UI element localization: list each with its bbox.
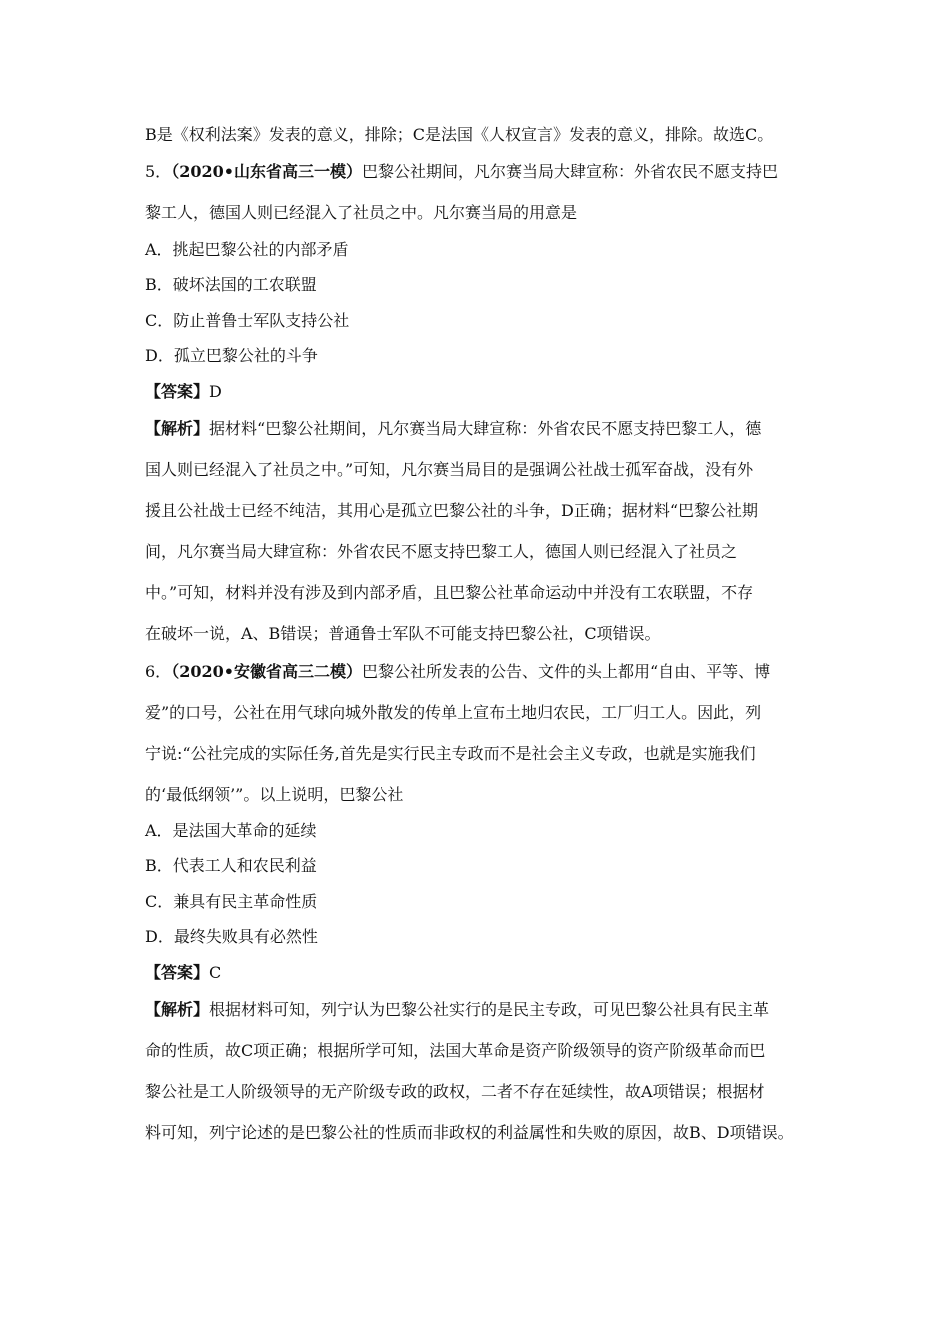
question-number: 5． [145,162,172,181]
question-number: 6． [145,662,172,681]
text-line: 援且公社战士已经不纯洁，其用心是孤立巴黎公社的斗争，D正确；据材料“巴黎公社期 [145,501,759,520]
option-d: D．孤立巴黎公社的斗争 [145,346,318,365]
question-source: （2020•山东省高三一模） [171,162,362,181]
text-line: B是《权利法案》发表的意义，排除；C是法国《人权宣言》发表的意义，排除。故选C。 [145,125,774,144]
option-d: D．最终失败具有必然性 [145,927,318,946]
analysis-tag: 【解析】 [145,419,210,438]
analysis-line: 【解析】据材料“巴黎公社期间，凡尔赛当局大肆宣称：外省农民不愿支持巴黎工人，德 [145,419,762,438]
option-a: A．挑起巴黎公社的内部矛盾 [145,240,349,259]
answer-tag: 【答案】 [145,963,210,982]
text-line: 在破坏一说，A、B错误；普通鲁士军队不可能支持巴黎公社，C项错误。 [145,624,661,643]
text-line: 宁说:“公社完成的实际任务,首先是实行民主专政而不是社会主义专政，也就是实施我们 [145,744,756,763]
analysis-line: 【解析】根据材料可知，列宁认为巴黎公社实行的是民主专政，可见巴黎公社具有民主革 [145,1000,770,1019]
text-line: 的‘最低纲领’”。以上说明，巴黎公社 [145,785,404,804]
question-6-stem: 6．（2020•安徽省高三二模）巴黎公社所发表的公告、文件的头上都用“自由、平等、博 [145,662,771,681]
option-c: C．兼具有民主革命性质 [145,892,318,911]
option-a: A．是法国大革命的延续 [145,821,317,840]
text-line: 黎公社是工人阶级领导的无产阶级专政的政权，二者不存在延续性，故A项错误；根据材 [145,1082,765,1101]
answer-line: 【答案】C [145,963,222,982]
text-line: 国人则已经混入了社员之中。”可知，凡尔赛当局目的是强调公社战士孤军奋战，没有外 [145,460,754,479]
option-b: B．破坏法国的工农联盟 [145,275,317,294]
answer-line: 【答案】D [145,382,222,401]
option-b: B．代表工人和农民利益 [145,856,317,875]
answer-tag: 【答案】 [145,382,210,401]
option-c: C．防止普鲁士军队支持公社 [145,311,350,330]
text-line: 间，凡尔赛当局大肆宣称：外省农民不愿支持巴黎工人，德国人则已经混入了社员之 [145,542,738,561]
text-line: 黎工人，德国人则已经混入了社员之中。凡尔赛当局的用意是 [145,203,578,222]
analysis-tag: 【解析】 [145,1000,210,1019]
question-source: （2020•安徽省高三二模） [171,662,362,681]
text-line: 料可知，列宁论述的是巴黎公社的性质而非政权的利益属性和失败的原因，故B、D项错误。 [145,1123,794,1142]
text-line: 中。”可知，材料并没有涉及到内部矛盾，且巴黎公社革命运动中并没有工农联盟，不存 [145,583,754,602]
question-5-stem: 5．（2020•山东省高三一模）巴黎公社期间，凡尔赛当局大肆宣称：外省农民不愿支持巴 [145,162,778,181]
text-line: 命的性质，故C项正确；根据所学可知，法国大革命是资产阶级领导的资产阶级革命而巴 [145,1041,766,1060]
text-line: 爱”的口号，公社在用气球向城外散发的传单上宣布土地归农民，工厂归工人。因此，列 [145,703,762,722]
